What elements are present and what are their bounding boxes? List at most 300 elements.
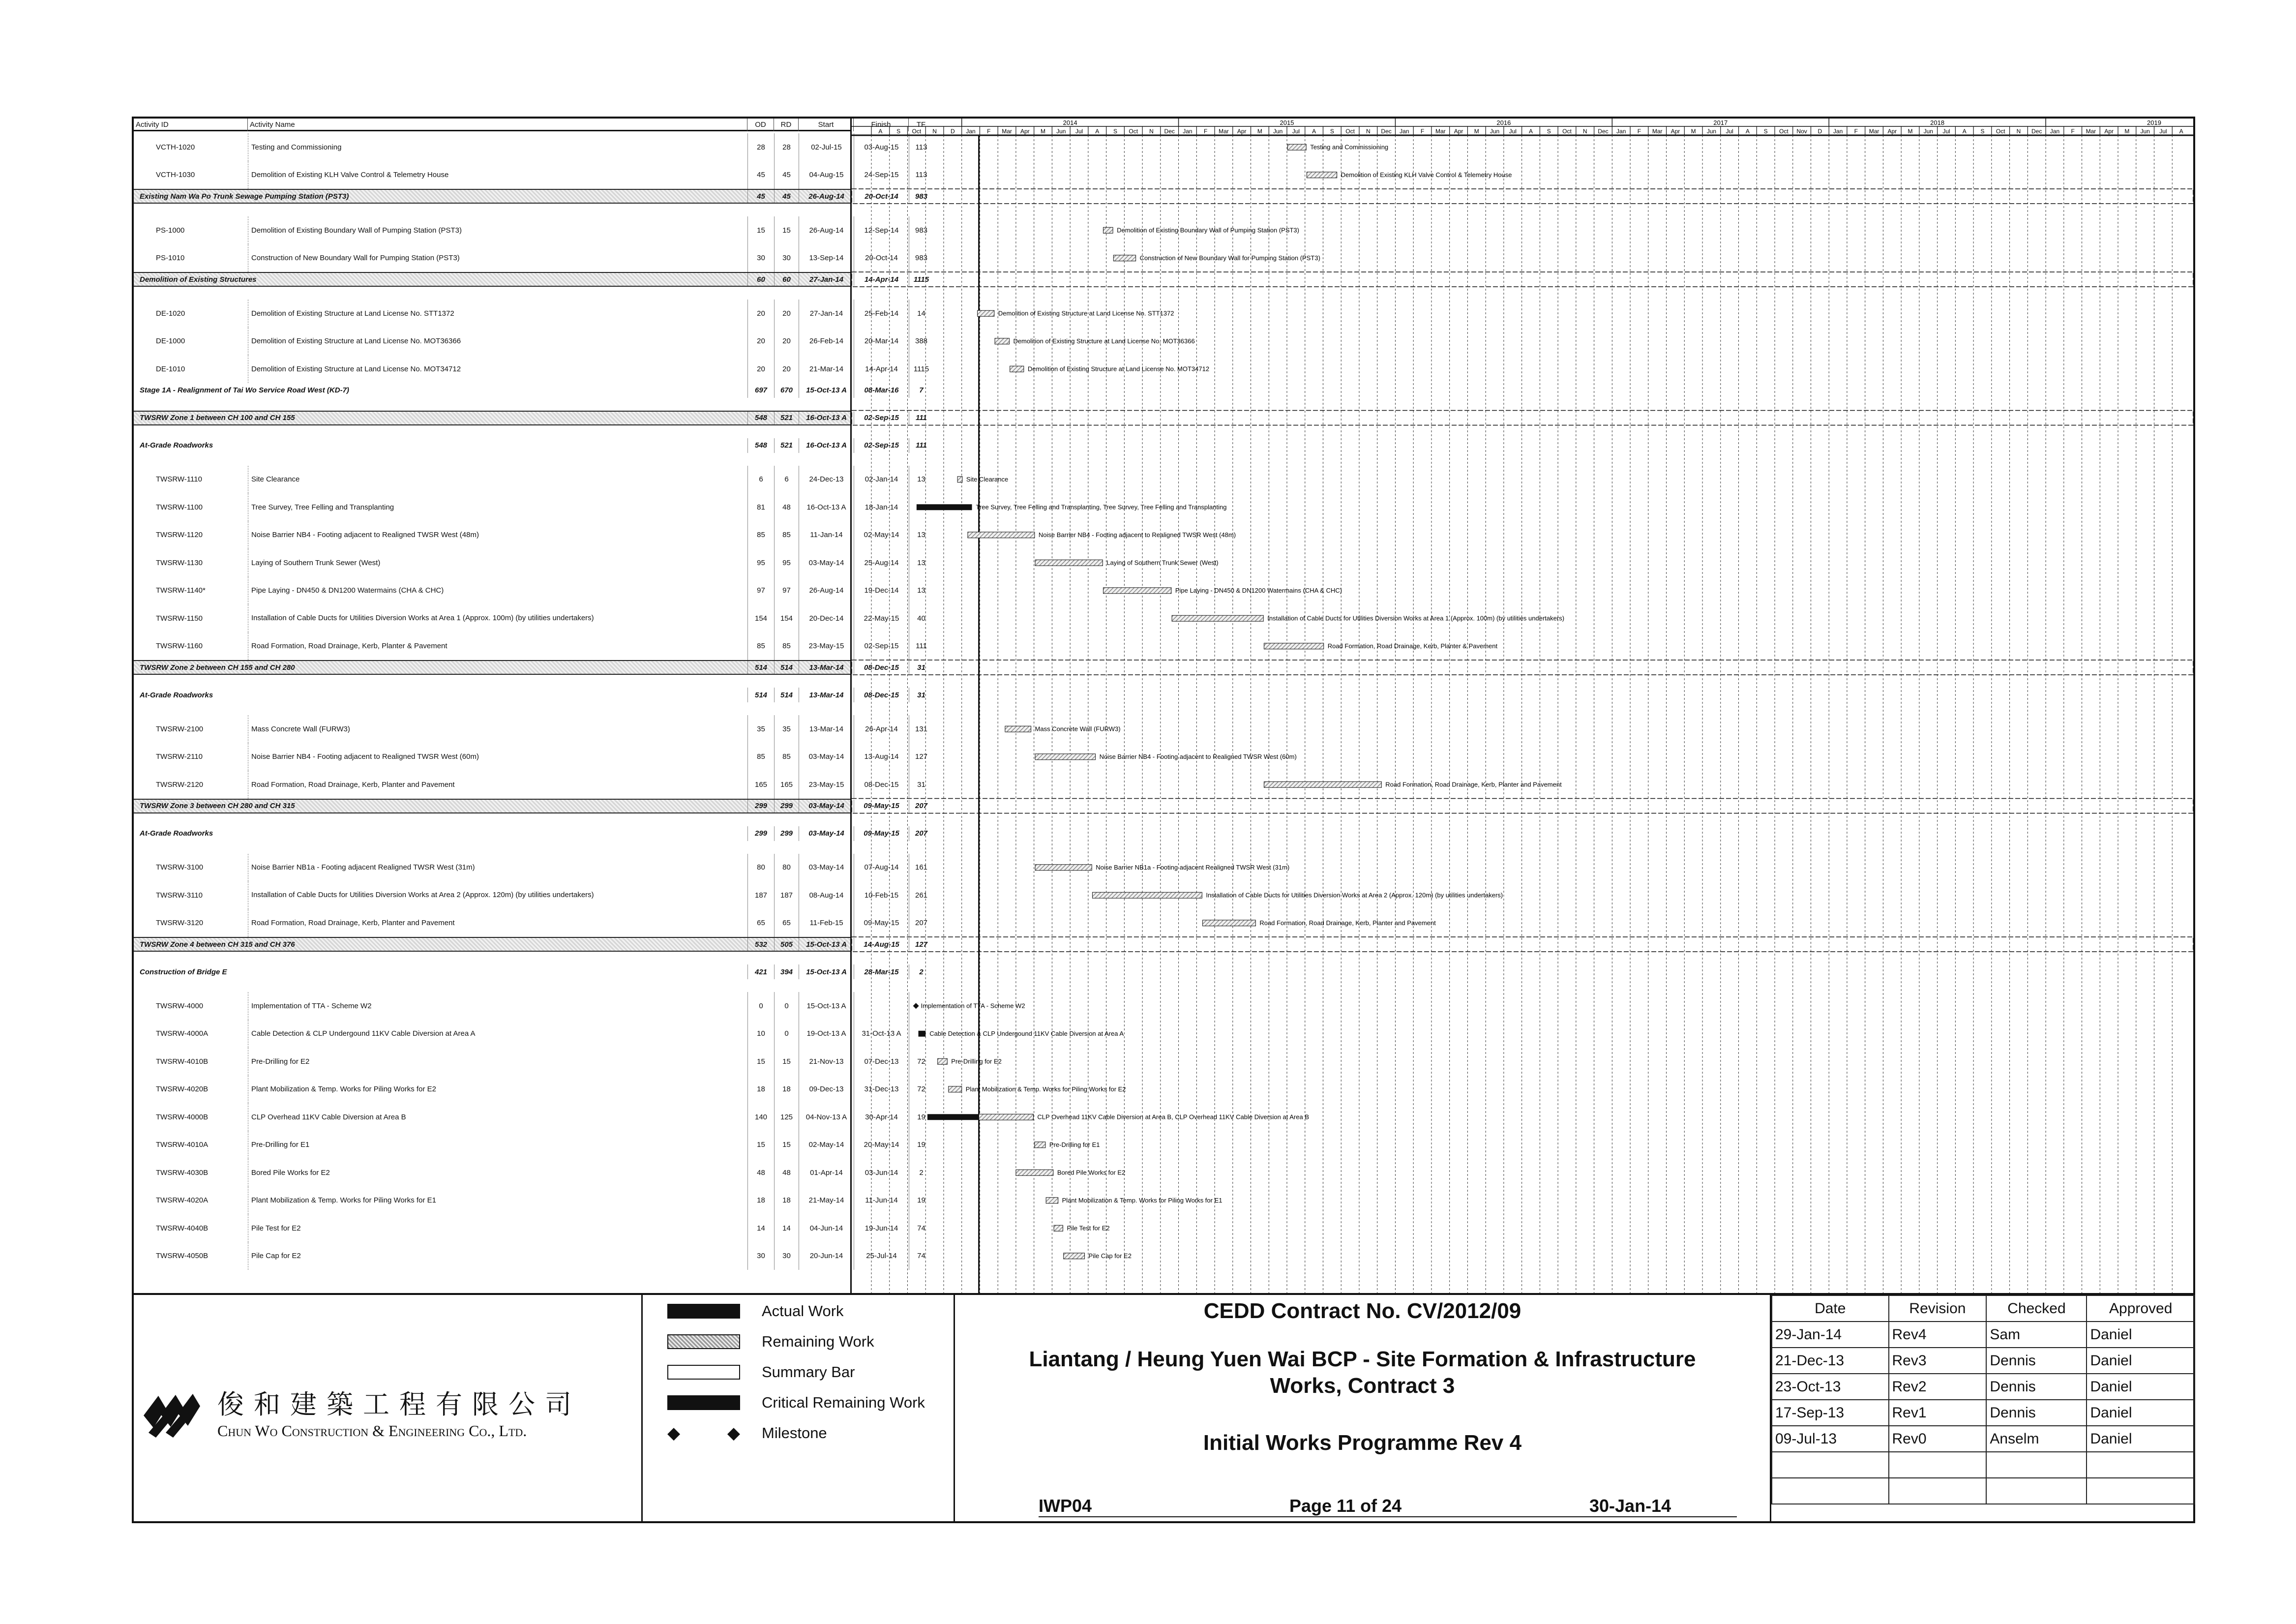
activity-name: Cable Detection & CLP Undergound 11KV Cable Diversion at Area A xyxy=(248,1020,745,1048)
remaining-work-bar xyxy=(1203,920,1256,926)
rev-number: Rev4 xyxy=(1889,1322,1987,1348)
finish-date: 13-Aug-14 xyxy=(854,743,909,771)
remaining-duration: 45 xyxy=(774,190,799,203)
original-duration: 514 xyxy=(747,661,774,674)
month-label: M xyxy=(2124,128,2130,135)
activity-id: TWSRW-4040B xyxy=(156,1224,209,1233)
start-date: 21-Nov-13 xyxy=(799,1048,854,1076)
finish-date: 24-Sep-15 xyxy=(854,161,909,189)
original-duration: 165 xyxy=(747,771,774,799)
original-duration: 187 xyxy=(747,881,774,909)
activity-id: TWSRW-4000A xyxy=(156,1029,209,1038)
activity-row[interactable] xyxy=(134,549,925,577)
start-date: 20-Dec-14 xyxy=(799,604,854,632)
month-label: Jun xyxy=(1056,128,1066,135)
remaining-work-bar xyxy=(1035,1142,1045,1148)
total-float: 113 xyxy=(909,161,933,189)
rev-col-checked: Checked xyxy=(1986,1295,2087,1322)
wbs-group-row[interactable] xyxy=(134,937,928,952)
total-float: 31 xyxy=(909,688,933,702)
bar-label: Road Formation, Road Drainage, Kerb, Planter & Pavement xyxy=(1327,642,1498,650)
start-date: 26-Feb-14 xyxy=(799,328,854,356)
activity-name: Pre-Drilling for E2 xyxy=(248,1048,745,1076)
start-date: 03-May-14 xyxy=(799,800,854,812)
month-label: Jun xyxy=(1490,128,1500,135)
company-name-en: Chun Wo Construction & Engineering Co., Ltd. xyxy=(217,1422,527,1440)
activity-row[interactable] xyxy=(134,244,928,272)
rev-approved: Daniel xyxy=(2087,1348,2195,1374)
month-label: Apr xyxy=(1887,128,1897,135)
col-header-start[interactable]: Start xyxy=(799,119,854,131)
activity-row[interactable] xyxy=(134,715,928,743)
bar-label: Pipe Laying - DN450 & DN1200 Watermains (CHA & CHC) xyxy=(1175,586,1342,594)
bar-label: Mass Concrete Wall (FURW3) xyxy=(1035,725,1121,733)
activity-id: TWSRW-1100 xyxy=(156,503,203,511)
remaining-duration: 670 xyxy=(774,383,799,398)
remaining-work-bar xyxy=(1035,560,1103,566)
remaining-work-bar xyxy=(1113,255,1135,261)
revision-row xyxy=(1772,1426,2195,1452)
wbs-subgroup-row[interactable] xyxy=(134,383,924,398)
activity-row[interactable] xyxy=(134,1020,901,1048)
rev-date: 29-Jan-14 xyxy=(1772,1322,1889,1348)
activity-row[interactable] xyxy=(134,992,850,1020)
bar-label: Installation of Cable Ducts for Utilities Diversion Works at Area 2 (Approx. 120m) (by utilities undertakers) xyxy=(1206,891,1503,899)
remaining-duration: 125 xyxy=(774,1103,799,1131)
finish-date: 20-May-14 xyxy=(854,1131,909,1159)
total-float: 111 xyxy=(909,438,933,453)
month-label: A xyxy=(1745,128,1750,135)
start-date: 13-Mar-14 xyxy=(799,688,854,702)
original-duration: 6 xyxy=(747,466,774,494)
month-label: Oct xyxy=(1562,128,1572,135)
month-label: Mar xyxy=(1869,128,1879,135)
activity-row[interactable] xyxy=(134,133,927,161)
remaining-duration: 0 xyxy=(774,1020,799,1048)
outline-bar-icon xyxy=(667,1365,740,1380)
title-block xyxy=(134,1293,2193,1521)
remaining-duration: 15 xyxy=(774,1048,799,1076)
activity-row[interactable] xyxy=(134,493,898,521)
finish-date: 08-Mar-16 xyxy=(854,383,909,398)
start-date: 02-Jul-15 xyxy=(799,133,854,161)
month-label: A xyxy=(878,128,883,135)
wbs-group-row[interactable] xyxy=(134,189,928,204)
remaining-work-bar xyxy=(1287,144,1306,150)
month-label: Jun xyxy=(1273,128,1283,135)
month-label: N xyxy=(1582,128,1587,135)
month-label: Jan xyxy=(1616,128,1626,135)
total-float: 1115 xyxy=(909,355,933,383)
finish-date: 11-Jun-14 xyxy=(854,1187,909,1215)
project-title-box xyxy=(955,1295,1771,1521)
activity-row[interactable] xyxy=(134,161,927,189)
month-label: Jan xyxy=(1183,128,1193,135)
start-date: 03-May-14 xyxy=(799,549,854,577)
group-band xyxy=(852,272,2193,287)
month-label: M xyxy=(1908,128,1913,135)
col-header-finish[interactable]: Finish xyxy=(854,119,909,131)
original-duration: 15 xyxy=(747,1131,774,1159)
remaining-duration: 394 xyxy=(774,964,799,979)
activity-row[interactable] xyxy=(134,1187,925,1215)
total-float: 13 xyxy=(909,466,933,494)
remaining-work-bar xyxy=(949,1086,962,1092)
remaining-work-bar xyxy=(1016,1170,1053,1175)
activity-row[interactable] xyxy=(134,521,925,549)
wbs-subgroup-row[interactable] xyxy=(134,826,928,841)
remaining-duration: 521 xyxy=(774,412,799,424)
bar-label: Demolition of Existing KLH Valve Control & Telemetry House xyxy=(1341,171,1512,179)
finish-date: 02-Jan-14 xyxy=(854,466,909,494)
activity-row[interactable] xyxy=(134,1131,925,1159)
activity-id: TWSRW-3110 xyxy=(156,891,203,900)
month-label: Jul xyxy=(2159,128,2167,135)
milestone-diamond xyxy=(913,1003,919,1009)
bar-label: Noise Barrier NB4 - Footing adjacent to Realigned TWSR West (60m) xyxy=(1099,752,1297,760)
start-date: 24-Dec-13 xyxy=(799,466,854,494)
month-label: M xyxy=(1041,128,1046,135)
original-duration: 81 xyxy=(747,493,774,521)
remaining-duration: 28 xyxy=(774,133,799,161)
remaining-duration: 514 xyxy=(774,688,799,702)
total-float: 13 xyxy=(909,577,933,605)
month-label: Jul xyxy=(1292,128,1300,135)
total-float: 161 xyxy=(909,854,933,882)
activity-id: TWSRW-1140* xyxy=(156,586,206,595)
remaining-duration: 48 xyxy=(774,1159,799,1187)
original-duration: 30 xyxy=(747,1242,774,1270)
activity-name: Demolition of Existing Structure at Land License No. STT1372 xyxy=(248,300,745,328)
month-label: Oct xyxy=(912,128,922,135)
diamond-icon: ◆ ◆ xyxy=(667,1424,740,1443)
bar-label: Demolition of Existing Structure at Land License No. MOT34712 xyxy=(1027,365,1210,373)
remaining-work-bar xyxy=(1010,366,1024,372)
wbs-group-row[interactable] xyxy=(134,272,929,287)
finish-date: 25-Jul-14 xyxy=(854,1242,909,1270)
col-header-rd[interactable]: RD xyxy=(774,119,799,131)
finish-date: 20-Mar-14 xyxy=(854,328,909,356)
activity-name: Bored Pile Works for E2 xyxy=(248,1159,745,1187)
wbs-group-row[interactable] xyxy=(134,799,928,813)
remaining-work-bar xyxy=(938,1058,948,1064)
activity-name: Installation of Cable Ducts for Utilities Diversion Works at Area 1 (Approx. 100m) (by utilities undertakers) xyxy=(248,604,745,632)
activity-row[interactable] xyxy=(134,300,925,328)
bar-label: Noise Barrier NB1a - Footing adjacent Realigned TWSR West (31m) xyxy=(1096,863,1290,871)
total-float: 983 xyxy=(909,216,933,244)
month-label: Dec xyxy=(1164,128,1175,135)
rev-date: 09-Jul-13 xyxy=(1772,1426,1889,1452)
remaining-duration: 35 xyxy=(774,715,799,743)
remaining-duration: 80 xyxy=(774,854,799,882)
bar-label: Demolition of Existing Structure at Land License No. STT1372 xyxy=(998,309,1174,317)
programme-title: Initial Works Programme Rev 4 xyxy=(1203,1431,1522,1455)
month-label: Jan xyxy=(2050,128,2060,135)
month-label: Mar xyxy=(1219,128,1229,135)
total-float: 127 xyxy=(909,938,933,951)
start-date: 21-May-14 xyxy=(799,1187,854,1215)
page-number: Page 11 of 24 xyxy=(1289,1496,1402,1516)
finish-date: 03-Jun-14 xyxy=(854,1159,909,1187)
bar-label: Pile Cap for E2 xyxy=(1088,1252,1132,1260)
month-label: A xyxy=(2179,128,2183,135)
original-duration: 548 xyxy=(747,438,774,453)
bar-label: Bored Pile Works for E2 xyxy=(1057,1169,1126,1176)
wbs-name: Existing Nam Wa Po Trunk Sewage Pumping Station (PST3) xyxy=(140,192,349,201)
month-label: Jun xyxy=(1706,128,1717,135)
remaining-duration: 20 xyxy=(774,300,799,328)
remaining-work-bar xyxy=(1046,1198,1058,1203)
finish-date: 19-Dec-14 xyxy=(854,577,909,605)
original-duration: 20 xyxy=(747,328,774,356)
col-header-id[interactable]: Activity ID xyxy=(134,119,248,131)
activity-id: TWSRW-4020A xyxy=(156,1196,209,1205)
revision-table xyxy=(1771,1295,2195,1504)
total-float: 74 xyxy=(909,1242,933,1270)
finish-date: 22-May-15 xyxy=(854,604,909,632)
remaining-duration: 154 xyxy=(774,604,799,632)
original-duration: 45 xyxy=(747,161,774,189)
start-date: 19-Oct-13 A xyxy=(799,1020,854,1048)
activity-row[interactable] xyxy=(134,216,928,244)
company-box xyxy=(134,1295,643,1521)
start-date: 08-Aug-14 xyxy=(799,881,854,909)
activity-row[interactable] xyxy=(134,1076,925,1104)
activity-row[interactable] xyxy=(134,604,925,632)
original-duration: 48 xyxy=(747,1159,774,1187)
month-label: N xyxy=(932,128,937,135)
wbs-group-row[interactable] xyxy=(134,660,925,675)
remaining-work-bar xyxy=(1092,892,1202,898)
total-float: 31 xyxy=(909,661,933,674)
activity-row[interactable] xyxy=(134,1214,925,1242)
finish-date: 08-Dec-15 xyxy=(854,661,909,674)
wbs-name: Stage 1A - Realignment of Tai Wo Service Road West (KD-7) xyxy=(140,386,349,394)
wbs-subgroup-row[interactable] xyxy=(134,964,924,979)
original-duration: 0 xyxy=(747,992,774,1020)
activity-row[interactable] xyxy=(134,466,925,494)
bar-label: Testing and Commissioning xyxy=(1310,143,1389,151)
activity-name: Installation of Cable Ducts for Utilities Diversion Works at Area 2 (Approx. 120m) (by utilities undertakers) xyxy=(248,881,745,909)
remaining-work-bar xyxy=(1064,1253,1085,1259)
activity-row[interactable] xyxy=(134,1048,925,1076)
finish-date: 25-Aug-14 xyxy=(854,549,909,577)
month-label: D xyxy=(950,128,955,135)
activity-table-header xyxy=(134,119,926,131)
activity-id: TWSRW-2100 xyxy=(156,724,204,733)
month-label: N xyxy=(1366,128,1371,135)
original-duration: 532 xyxy=(747,938,774,951)
month-label: Jan xyxy=(1833,128,1843,135)
month-label: Jul xyxy=(1509,128,1517,135)
activity-id: TWSRW-3120 xyxy=(156,919,204,928)
remaining-work-bar xyxy=(1054,1225,1063,1231)
activity-row[interactable] xyxy=(134,328,928,356)
original-duration: 20 xyxy=(747,355,774,383)
issue-date: 30-Jan-14 xyxy=(1589,1496,1671,1516)
finish-date: 25-Feb-14 xyxy=(854,300,909,328)
col-header-od[interactable]: OD xyxy=(747,119,774,131)
original-duration: 15 xyxy=(747,1048,774,1076)
month-label: Nov xyxy=(1796,128,1807,135)
wbs-subgroup-row[interactable] xyxy=(134,688,925,702)
start-date: 16-Oct-13 A xyxy=(799,438,854,453)
start-date: 23-May-15 xyxy=(799,632,854,661)
wbs-subgroup-row[interactable] xyxy=(134,438,927,453)
start-date: 11-Jan-14 xyxy=(799,521,854,549)
month-label: Jul xyxy=(1726,128,1733,135)
remaining-duration: 165 xyxy=(774,771,799,799)
start-date: 04-Jun-14 xyxy=(799,1214,854,1242)
month-label: A xyxy=(1095,128,1100,135)
legend-summary-bar: Summary Bar xyxy=(667,1361,855,1383)
revision-row-empty xyxy=(1772,1478,2195,1504)
actual-work-bar xyxy=(917,504,972,510)
remaining-duration: 299 xyxy=(774,826,799,841)
company-name-cn: 俊和建築工程有限公司 xyxy=(217,1389,581,1420)
activity-row[interactable] xyxy=(134,881,928,909)
bar-label: Site Clearance xyxy=(966,475,1009,483)
activity-row[interactable] xyxy=(134,771,925,799)
total-float: 983 xyxy=(909,244,933,272)
rev-date: 17-Sep-13 xyxy=(1772,1400,1889,1426)
remaining-duration: 85 xyxy=(774,632,799,661)
remaining-duration: 20 xyxy=(774,355,799,383)
month-label: M xyxy=(1257,128,1262,135)
year-label: 2017 xyxy=(1713,119,1728,126)
activity-row[interactable] xyxy=(134,577,925,605)
wbs-name: At-Grade Roadworks xyxy=(140,441,213,450)
bar-label: Tree Survey, Tree Felling and Transplanting, Tree Survey, Tree Felling and Transplanting xyxy=(976,503,1227,511)
finish-date: 14-Aug-15 xyxy=(854,938,909,951)
finish-date: 31-Oct-13 A xyxy=(854,1020,909,1048)
total-float: 111 xyxy=(909,632,933,661)
year-label: 2014 xyxy=(1063,119,1077,126)
start-date: 03-May-14 xyxy=(799,743,854,771)
total-float: 207 xyxy=(909,909,933,937)
total-float: 127 xyxy=(909,743,933,771)
rev-checked: Dennis xyxy=(1986,1348,2087,1374)
legend-milestone: ◆ ◆ Milestone xyxy=(667,1424,827,1443)
activity-row[interactable] xyxy=(134,632,927,661)
activity-row[interactable] xyxy=(134,1159,924,1187)
remaining-duration: 30 xyxy=(774,1242,799,1270)
start-date: 13-Mar-14 xyxy=(799,661,854,674)
start-date: 15-Oct-13 A xyxy=(799,992,854,1020)
month-label: N xyxy=(2016,128,2021,135)
finish-date: 07-Aug-14 xyxy=(854,854,909,882)
activity-row[interactable] xyxy=(134,1103,925,1131)
finish-date: 03-Aug-15 xyxy=(854,133,909,161)
finish-date: 10-Feb-15 xyxy=(854,881,909,909)
project-title-line-2: Works, Contract 3 xyxy=(1270,1374,1455,1398)
remaining-duration: 85 xyxy=(774,521,799,549)
rev-number: Rev0 xyxy=(1889,1426,1987,1452)
original-duration: 697 xyxy=(747,383,774,398)
month-label: S xyxy=(896,128,901,135)
activity-id: PS-1000 xyxy=(156,226,185,235)
month-label: Dec xyxy=(1381,128,1392,135)
activity-id: TWSRW-1160 xyxy=(156,642,203,651)
bar-label: Cable Detection & CLP Undergound 11KV Cable Diversion at Area A xyxy=(929,1029,1124,1037)
original-duration: 18 xyxy=(747,1187,774,1215)
total-float: 207 xyxy=(909,800,933,812)
month-label: Apr xyxy=(2104,128,2114,135)
rev-checked: Sam xyxy=(1986,1322,2087,1348)
activity-id: TWSRW-4020B xyxy=(156,1085,209,1094)
month-label: Jul xyxy=(1942,128,1950,135)
activity-name: Demolition of Existing Boundary Wall of Pumping Station (PST3) xyxy=(248,216,745,244)
revision-row xyxy=(1772,1348,2195,1374)
month-label: Jun xyxy=(1923,128,1933,135)
month-label: Apr xyxy=(1237,128,1247,135)
revision-row xyxy=(1772,1322,2195,1348)
activity-row[interactable] xyxy=(134,743,928,771)
activity-row[interactable] xyxy=(134,355,929,383)
bar-label: Plant Mobilization & Temp. Works for Piling Works for E2 xyxy=(965,1085,1126,1093)
total-float: 261 xyxy=(909,881,933,909)
wbs-group-row[interactable] xyxy=(134,411,927,425)
wbs-name: TWSRW Zone 2 between CH 155 and CH 280 xyxy=(140,663,295,672)
total-float: 7 xyxy=(909,383,933,398)
month-label: F xyxy=(1420,128,1425,135)
activity-name: Noise Barrier NB4 - Footing adjacent to Realigned TWSR West (48m) xyxy=(248,521,745,549)
activity-id: TWSRW-4050B xyxy=(156,1252,209,1261)
original-duration: 85 xyxy=(747,632,774,661)
total-float: 13 xyxy=(909,549,933,577)
activity-row[interactable] xyxy=(134,1242,925,1270)
bar-label: Installation of Cable Ducts for Utilities Diversion Works at Area 1 (Approx. 100m) (by utilities undertakers) xyxy=(1267,614,1565,622)
activity-row[interactable] xyxy=(134,854,928,882)
wbs-name: TWSRW Zone 4 between CH 315 and CH 376 xyxy=(140,940,295,949)
finish-date: 02-Sep-15 xyxy=(854,632,909,661)
original-duration: 548 xyxy=(747,412,774,424)
year-label: 2015 xyxy=(1280,119,1294,126)
remaining-duration: 30 xyxy=(774,244,799,272)
revision-box xyxy=(1771,1295,2195,1521)
month-label: N xyxy=(1149,128,1154,135)
group-band xyxy=(852,411,2193,425)
remaining-duration: 18 xyxy=(774,1076,799,1104)
start-date: 15-Oct-13 A xyxy=(799,964,854,979)
year-label: 2016 xyxy=(1496,119,1511,126)
bar-label: Demolition of Existing Boundary Wall of Pumping Station (PST3) xyxy=(1117,226,1299,234)
activity-id: PS-1010 xyxy=(156,254,185,263)
remaining-duration: 0 xyxy=(774,992,799,1020)
remaining-work-bar xyxy=(1103,588,1171,594)
activity-row[interactable] xyxy=(134,909,928,937)
col-header-name[interactable]: Activity Name xyxy=(248,119,747,131)
remaining-duration: 187 xyxy=(774,881,799,909)
activity-name: Construction of New Boundary Wall for Pumping Station (PST3) xyxy=(248,244,745,272)
bar-label: Noise Barrier NB4 - Footing adjacent to Realigned TWSR West (48m) xyxy=(1038,531,1236,539)
remaining-duration: 48 xyxy=(774,493,799,521)
group-band xyxy=(852,799,2193,813)
total-float: 72 xyxy=(909,1048,933,1076)
original-duration: 97 xyxy=(747,577,774,605)
month-label: A xyxy=(1528,128,1533,135)
start-date: 15-Oct-13 A xyxy=(799,938,854,951)
finish-date: 31-Dec-13 xyxy=(854,1076,909,1104)
activity-name: Site Clearance xyxy=(248,466,745,494)
activity-name: Pipe Laying - DN450 & DN1200 Watermains (CHA & CHC) xyxy=(248,577,745,605)
start-date: 13-Sep-14 xyxy=(799,244,854,272)
month-label: A xyxy=(1312,128,1316,135)
col-header-tf[interactable]: TF xyxy=(916,120,926,129)
start-date: 23-May-15 xyxy=(799,771,854,799)
month-label: S xyxy=(1980,128,1985,135)
remaining-duration: 20 xyxy=(774,328,799,356)
